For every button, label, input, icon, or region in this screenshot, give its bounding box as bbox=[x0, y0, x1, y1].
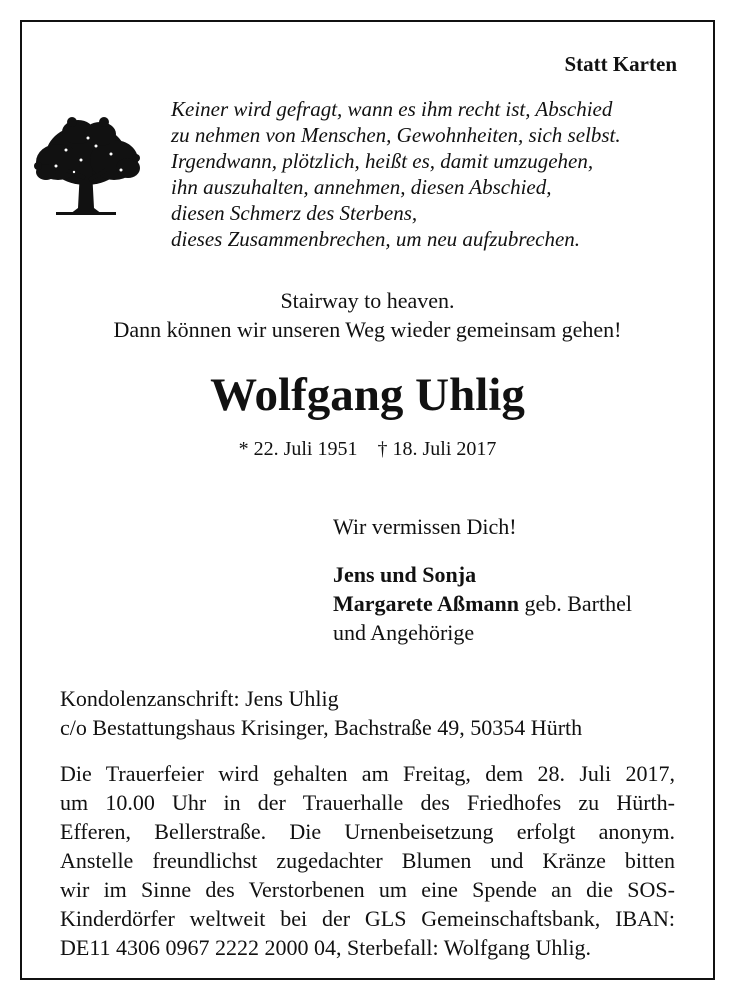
poem-line: diesen Schmerz des Sterbens, bbox=[171, 201, 418, 225]
poem-line: Keiner wird gefragt, wann es ihm recht ist, Abschied bbox=[171, 97, 613, 121]
deceased-name: Wolfgang Uhlig bbox=[210, 369, 525, 421]
death-date: † 18. Juli 2017 bbox=[377, 438, 497, 460]
body-line: DE11 4306 0967 2222 2000 04, Sterbefall: Wolfgang Uhlig. bbox=[60, 935, 592, 960]
quote-line: Stairway to heaven. bbox=[280, 288, 455, 313]
header-statt-karten: Statt Karten bbox=[564, 52, 677, 76]
family-signature bbox=[333, 560, 632, 647]
funeral-details bbox=[60, 759, 675, 962]
miss-message: Wir vermissen Dich! bbox=[333, 514, 517, 539]
body-line: Efferen, Bellerstraße. Die Urnenbeisetzung erfolgt anonym. bbox=[60, 819, 675, 844]
body-line: wir im Sinne des Verstorbenen um eine Spende an die SOS- bbox=[60, 877, 675, 902]
body-line: Die Trauerfeier wird gehalten am Freitag, dem 28. Juli 2017, bbox=[60, 761, 675, 786]
body-line: Anstelle freundlichst zugedachter Blumen und Kränze bitten bbox=[60, 848, 675, 873]
family-line bbox=[333, 589, 632, 618]
poem bbox=[171, 96, 691, 252]
family-name-bold: Margarete Aßmann bbox=[333, 591, 519, 616]
address-line: c/o Bestattungshaus Krisinger, Bachstraße 49, 50354 Hürth bbox=[60, 715, 583, 740]
poem-line: Irgendwann, plötzlich, heißt es, damit umzugehen, bbox=[171, 149, 594, 173]
family-line: Jens und Sonja bbox=[333, 562, 477, 587]
condolence-address bbox=[60, 684, 582, 742]
poem-line: dieses Zusammenbrechen, um neu aufzubrechen. bbox=[171, 227, 581, 251]
family-name-rest: geb. Barthel bbox=[518, 591, 632, 616]
quote bbox=[0, 286, 735, 344]
body-line: um 10.00 Uhr in der Trauerhalle des Friedhofes zu Hürth- bbox=[60, 790, 675, 815]
address-line: Kondolenzanschrift: Jens Uhlig bbox=[60, 686, 339, 711]
life-dates bbox=[0, 438, 735, 461]
body-line: Kinderdörfer weltweit bei der GLS Gemeinschaftsbank, IBAN: bbox=[60, 906, 675, 931]
poem-line: zu nehmen von Menschen, Gewohnheiten, sich selbst. bbox=[171, 123, 621, 147]
quote-line: Dann können wir unseren Weg wieder gemeinsam gehen! bbox=[113, 317, 622, 342]
family-line: und Angehörige bbox=[333, 620, 475, 645]
tree-icon bbox=[26, 110, 146, 220]
birth-date: * 22. Juli 1951 bbox=[238, 438, 358, 460]
poem-line: ihn auszuhalten, annehmen, diesen Abschied, bbox=[171, 175, 552, 199]
